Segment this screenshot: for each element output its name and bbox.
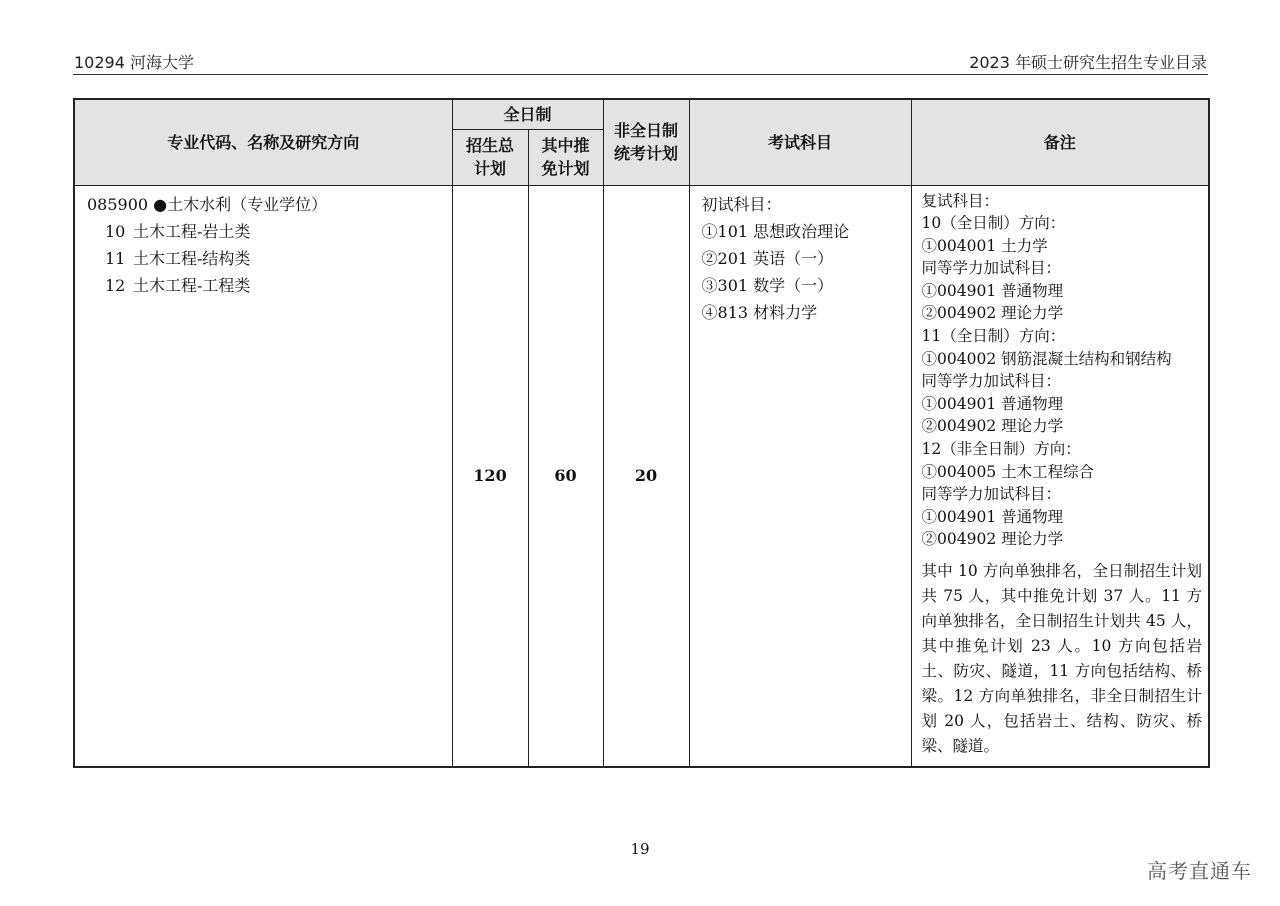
total-plan-value: 120 — [452, 185, 528, 767]
col-header-major: 专业代码、名称及研究方向 — [74, 99, 452, 185]
notes-line: 11（全日制）方向： — [921, 327, 1066, 346]
watermark: 高考直通车 — [1147, 859, 1252, 883]
direction-item — [87, 245, 452, 272]
notes-line: 同等学力加试科目： — [921, 259, 1062, 278]
col-header-exam-subjects: 考试科目 — [689, 99, 911, 185]
notes-line: ①004001 土力学 — [921, 236, 1048, 255]
col-header-total-plan-text: 招生总计划 — [465, 135, 514, 178]
direction-name: 土木工程-工程类 — [133, 275, 251, 295]
notes-paragraph: 其中 10 方向单独排名，全日制招生计划共 75 人，其中推免计划 37 人。11 方向单独排名，全日制招生计划共 45 人，其中推免计划 23 人。10 方向包括岩土、防灾、隧道，11 方向包括结构、桥梁。12 方向单独排名，非全日制招生计划 20 人，包括岩土、结构、防灾、桥梁、隧道。 — [921, 562, 1203, 755]
major-title: 085900 ●土木水利（专业学位） — [87, 194, 328, 214]
direction-name: 土木工程-岩土类 — [133, 221, 251, 241]
table-row — [74, 185, 1209, 767]
exam-line: ②201 英语（一） — [701, 248, 834, 268]
direction-code: 10 — [105, 221, 126, 241]
header-rule — [73, 74, 1208, 75]
exam-line: ③301 数学（一） — [701, 275, 834, 295]
exam-line: ①101 思想政治理论 — [701, 221, 850, 241]
notes-line: 12（非全日制）方向： — [921, 440, 1081, 459]
exam-line: 初试科目： — [701, 194, 782, 214]
exam-line: ④813 材料力学 — [701, 302, 818, 322]
direction-code: 11 — [105, 248, 126, 268]
col-header-parttime-plan — [603, 99, 689, 185]
notes-line: 同等学力加试科目： — [921, 485, 1062, 504]
parttime-plan-value: 20 — [603, 185, 689, 767]
notes-line: 10（全日制）方向： — [921, 214, 1066, 233]
notes-line: ①004005 土木工程综合 — [921, 462, 1095, 481]
notes-line: ①004002 钢筋混凝土结构和钢结构 — [921, 349, 1172, 368]
header-catalog-title: 2023 年硕士研究生招生专业目录 — [969, 53, 1207, 72]
notes-line: ①004901 普通物理 — [921, 507, 1064, 526]
col-header-fulltime: 全日制 — [452, 99, 603, 129]
col-header-notes: 备注 — [911, 99, 1209, 185]
direction-code: 12 — [105, 275, 126, 295]
notes-line: ②004902 理论力学 — [921, 304, 1064, 323]
direction-item — [87, 218, 452, 245]
col-header-exempt-plan-text: 其中推免计划 — [541, 135, 590, 178]
notes-cell — [911, 185, 1209, 767]
notes-line: 同等学力加试科目： — [921, 372, 1062, 391]
notes-line: ①004901 普通物理 — [921, 281, 1064, 300]
major-cell — [74, 185, 452, 767]
page-number: 19 — [630, 840, 650, 858]
exempt-plan-value: 60 — [528, 185, 603, 767]
notes-line: ①004901 普通物理 — [921, 394, 1064, 413]
col-header-parttime-plan-text: 非全日制统考计划 — [614, 121, 679, 164]
notes-line: ②004902 理论力学 — [921, 530, 1064, 549]
col-header-exempt-plan — [528, 129, 603, 185]
exam-subjects-cell — [689, 185, 911, 767]
header-institution: 10294 河海大学 — [74, 53, 194, 72]
col-header-total-plan — [452, 129, 528, 185]
direction-item — [87, 272, 452, 299]
direction-name: 土木工程-结构类 — [133, 248, 251, 268]
notes-line: ②004902 理论力学 — [921, 417, 1064, 436]
notes-line: 复试科目： — [921, 191, 1000, 210]
catalog-table — [73, 98, 1210, 768]
